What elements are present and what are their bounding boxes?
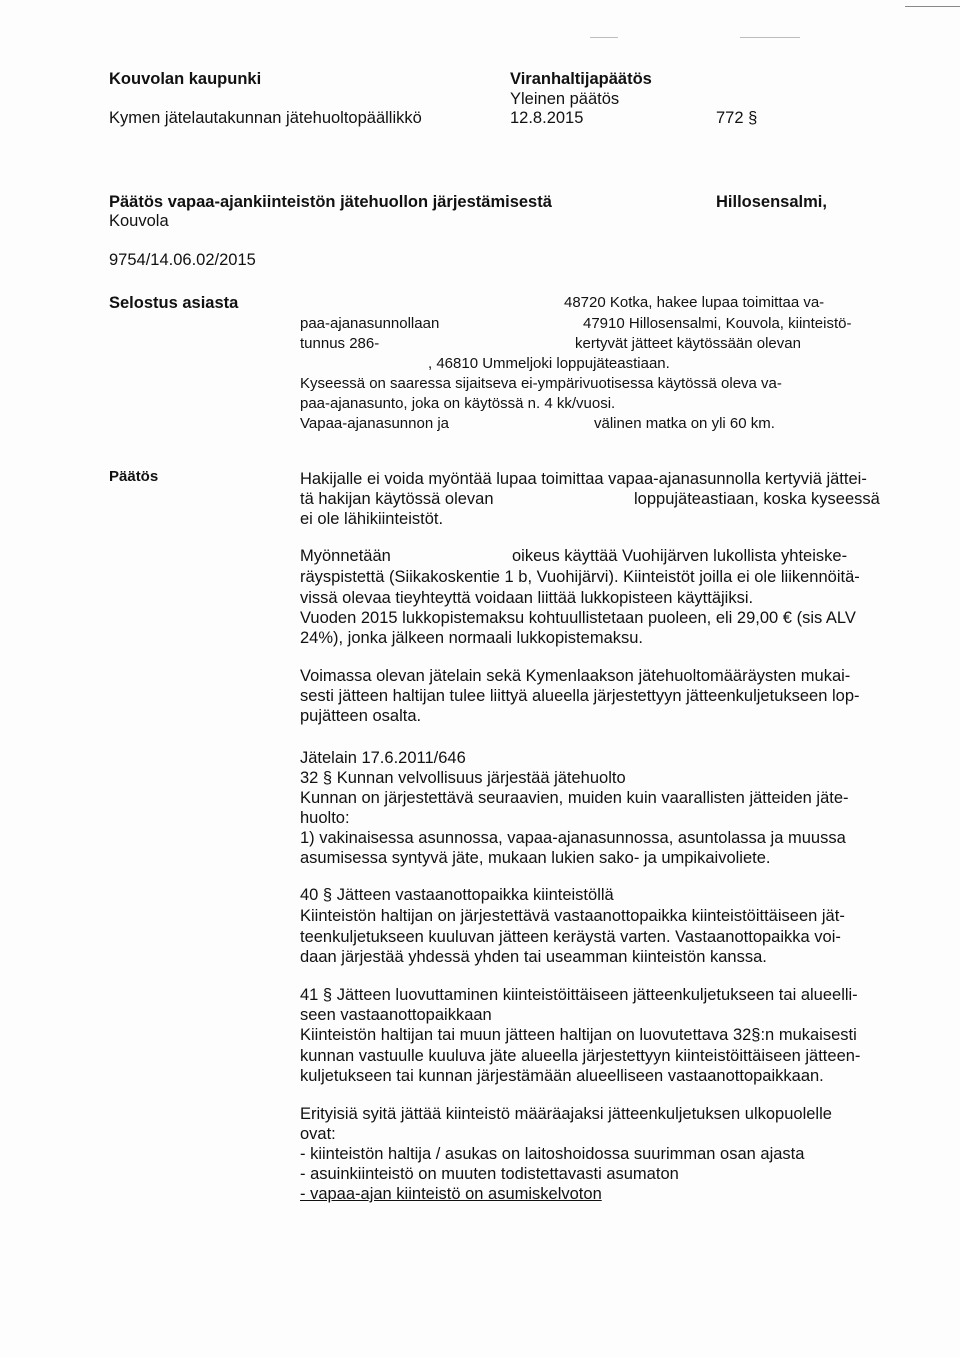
paatos-line: kuljetukseen tai kunnan järjestämään alueelliseen vastaanottopaikkaan.	[300, 1067, 824, 1085]
paatos-line: - vapaa-ajan kiinteistö on asumiskelvoton	[300, 1185, 602, 1203]
selostus-line: 47910 Hillosensalmi, Kouvola, kiinteistö-	[583, 315, 852, 332]
selostus-line: paa-ajanasunnollaan	[300, 315, 440, 332]
paatos-line: Jätelain 17.6.2011/646	[300, 749, 466, 767]
selostus-line: paa-ajanasunto, joka on käytössä n. 4 kk/vuosi.	[300, 395, 616, 412]
paatos-line: sesti jätteen haltijan tulee liittyä alueella järjestettyyn jätteenkuljetukseen lop-	[300, 687, 860, 705]
selostus-line: välinen matka on yli 60 km.	[594, 415, 775, 432]
official-title: Kymen jätelautakunnan jätehuoltopäällikkö	[109, 109, 422, 127]
paatos-line: teenkuljetukseen kuuluvan jätteen keräystä varten. Vastaanottopaikka voi-	[300, 928, 841, 946]
paatos-line: vissä olevaa tieyhteyttä voidaan liittää lukkopisteen käyttäjiksi.	[300, 589, 754, 607]
scan-artifact	[905, 6, 960, 7]
paatos-line: kunnan vastuulle kuuluva jäte alueella järjestettyyn kiinteistöittäiseen jätteen-	[300, 1047, 861, 1065]
organization-name: Kouvolan kaupunki	[109, 70, 262, 88]
document-date: 12.8.2015	[510, 109, 584, 127]
section-label-selostus: Selostus asiasta	[109, 294, 239, 312]
paatos-line: Myönnetään	[300, 547, 391, 565]
paatos-line: Kunnan on järjestettävä seuraavien, muiden kuin vaarallisten jätteiden jäte-	[300, 789, 849, 807]
paatos-line: 41 § Jätteen luovuttaminen kiinteistöittäiseen jätteenkuljetukseen tai alueelli-	[300, 986, 858, 1004]
paatos-line: seen vastaanottopaikkaan	[300, 1006, 492, 1024]
paatos-line: räyspistettä (Siikakoskentie 1 b, Vuohijärvi). Kiinteistöt joilla ei ole liikennöitä-	[300, 568, 860, 586]
paatos-line: Voimassa olevan jätelain sekä Kymenlaakson jätehuoltomääräysten mukai-	[300, 667, 851, 685]
selostus-line: , 46810 Ummeljoki loppujäteastiaan.	[428, 355, 670, 372]
decision-title: Päätös vapaa-ajankiinteistön jätehuollon järjestämisestä	[109, 193, 552, 211]
paatos-line: 32 § Kunnan velvollisuus järjestää jätehuolto	[300, 769, 626, 787]
decision-number: 772 §	[716, 109, 758, 127]
document-type: Viranhaltijapäätös	[510, 70, 652, 88]
selostus-line: Kyseessä on saaressa sijaitseva ei-ympärivuotisessa käytössä oleva va-	[300, 375, 782, 392]
paatos-line: Hakijalle ei voida myöntää lupaa toimittaa vapaa-ajanasunnolla kertyviä jättei-	[300, 470, 867, 488]
paatos-line: tä hakijan käytössä olevan	[300, 490, 494, 508]
decision-title-city: Kouvola	[109, 212, 169, 230]
selostus-line: tunnus 286-	[300, 335, 380, 352]
selostus-line: Vapaa-ajanasunnon ja	[300, 415, 450, 432]
paatos-line: 24%), jonka jälkeen normaali lukkopistemaksu.	[300, 629, 644, 647]
decision-title-place: Hillosensalmi,	[716, 193, 827, 211]
paatos-line: ovat:	[300, 1125, 336, 1143]
record-reference: 9754/14.06.02/2015	[109, 251, 256, 269]
paatos-line: asumisessa syntyvä jäte, mukaan lukien sako- ja umpikaivoliete.	[300, 849, 771, 867]
scan-artifact	[740, 37, 800, 38]
paatos-line: Erityisiä syitä jättää kiinteistö määräajaksi jätteenkuljetuksen ulkopuolelle	[300, 1105, 832, 1123]
paatos-line: loppujäteastiaan, koska kyseessä	[634, 490, 880, 508]
paatos-line: pujätteen osalta.	[300, 707, 422, 725]
selostus-line: 48720 Kotka, hakee lupaa toimittaa va-	[564, 294, 825, 311]
section-label-paatos: Päätös	[109, 468, 159, 485]
document-subtype: Yleinen päätös	[510, 90, 620, 108]
paatos-line: Kiinteistön haltijan tai muun jätteen haltijan on luovutettava 32§:n mukaisesti	[300, 1026, 857, 1044]
paatos-line: ei ole lähikiinteistöt.	[300, 510, 444, 528]
paatos-line: huolto:	[300, 809, 350, 827]
paatos-line: 1) vakinaisessa asunnossa, vapaa-ajanasunnossa, asuntolassa ja muussa	[300, 829, 846, 847]
paatos-line: 40 § Jätteen vastaanottopaikka kiinteistöllä	[300, 886, 614, 904]
paatos-line: daan järjestää yhdessä yhden tai useamman kiinteistön kanssa.	[300, 948, 767, 966]
paatos-line: - asuinkiinteistö on muuten todistettavasti asumaton	[300, 1165, 679, 1183]
paatos-line: Vuoden 2015 lukkopistemaksu kohtuullistetaan puoleen, eli 29,00 € (sis ALV	[300, 609, 856, 627]
paatos-line: - kiinteistön haltija / asukas on laitoshoidossa suurimman osan ajasta	[300, 1145, 805, 1163]
paatos-line: Kiinteistön haltijan on järjestettävä vastaanottopaikka kiinteistöittäiseen jät-	[300, 907, 845, 925]
paatos-line: oikeus käyttää Vuohijärven lukollista yhteiske-	[512, 547, 848, 565]
scan-artifact	[590, 37, 618, 38]
selostus-line: kertyvät jätteet käytössään olevan	[575, 335, 801, 352]
